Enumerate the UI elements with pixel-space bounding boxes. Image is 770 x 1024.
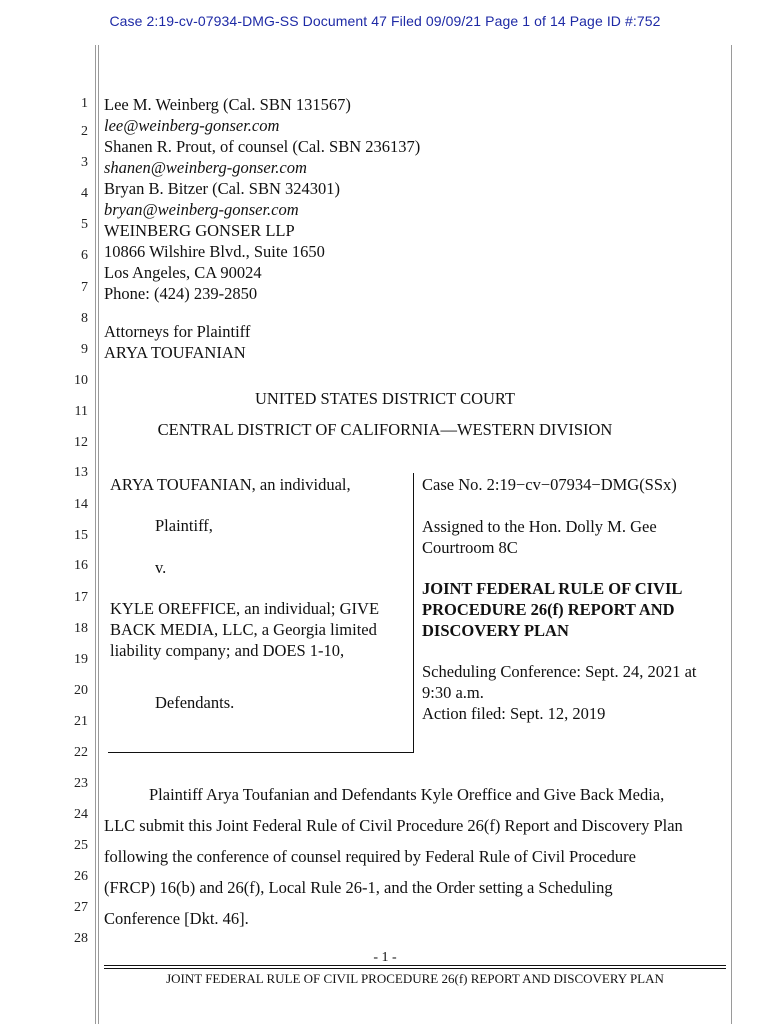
counsel-email-3: bryan@weinberg-gonser.com bbox=[104, 200, 299, 219]
page-number: - 1 - bbox=[373, 950, 397, 965]
caption-vertical-rule bbox=[413, 473, 414, 753]
line-number: 26 bbox=[74, 869, 88, 884]
document-title-2: PROCEDURE 26(f) REPORT AND bbox=[422, 600, 675, 619]
counsel-name-1: Lee M. Weinberg (Cal. SBN 131567) bbox=[104, 95, 351, 114]
assigned-judge: Assigned to the Hon. Dolly M. Gee bbox=[422, 517, 657, 536]
line-number: 18 bbox=[74, 621, 88, 636]
line-number: 24 bbox=[74, 807, 88, 822]
body-line-2: LLC submit this Joint Federal Rule of Civil Procedure 26(f) Report and Discovery Plan bbox=[104, 816, 683, 835]
line-number: 3 bbox=[81, 155, 88, 170]
line-number: 11 bbox=[74, 404, 88, 419]
line-number: 5 bbox=[81, 217, 88, 232]
line-number: 8 bbox=[81, 311, 88, 326]
body-line-4: (FRCP) 16(b) and 26(f), Local Rule 26-1, and the Order setting a Scheduling bbox=[104, 878, 613, 897]
document-title-3: DISCOVERY PLAN bbox=[422, 621, 569, 640]
counsel-email-1: lee@weinberg-gonser.com bbox=[104, 116, 280, 135]
line-number: 10 bbox=[74, 373, 88, 388]
line-number: 4 bbox=[81, 186, 88, 201]
scheduling-conference-2: 9:30 a.m. bbox=[422, 683, 484, 702]
firm-address-1: 10866 Wilshire Blvd., Suite 1650 bbox=[104, 242, 325, 261]
courtroom: Courtroom 8C bbox=[422, 538, 518, 557]
line-number: 1 bbox=[81, 96, 88, 111]
case-number: Case No. 2:19−cv−07934−DMG(SSx) bbox=[422, 475, 677, 494]
line-number: 15 bbox=[74, 528, 88, 543]
line-number: 25 bbox=[74, 838, 88, 853]
caption-versus: v. bbox=[155, 558, 167, 577]
line-number: 19 bbox=[74, 652, 88, 667]
footer-rule-2 bbox=[104, 968, 726, 969]
caption-plaintiff: ARYA TOUFANIAN, an individual, bbox=[110, 475, 351, 494]
line-number: 14 bbox=[74, 497, 88, 512]
attorneys-for: Attorneys for Plaintiff bbox=[104, 322, 251, 341]
body-line-1: Plaintiff Arya Toufanian and Defendants Kyle Oreffice and Give Back Media, bbox=[149, 785, 665, 804]
line-number: 28 bbox=[74, 931, 88, 946]
line-number: 6 bbox=[81, 248, 88, 263]
court-district: CENTRAL DISTRICT OF CALIFORNIA—WESTERN DIVISION bbox=[157, 420, 613, 439]
line-number: 17 bbox=[74, 590, 88, 605]
line-number: 13 bbox=[74, 465, 88, 480]
scheduling-conference-1: Scheduling Conference: Sept. 24, 2021 at bbox=[422, 662, 697, 681]
caption-plaintiff-role: Plaintiff, bbox=[155, 516, 213, 535]
line-number: 23 bbox=[74, 776, 88, 791]
firm-name: WEINBERG GONSER LLP bbox=[104, 221, 295, 240]
line-number: 21 bbox=[74, 714, 88, 729]
court-name: UNITED STATES DISTRICT COURT bbox=[254, 389, 515, 408]
caption-bottom-rule bbox=[108, 752, 414, 753]
footer-title: JOINT FEDERAL RULE OF CIVIL PROCEDURE 26(f) REPORT AND DISCOVERY PLAN bbox=[166, 971, 664, 986]
case-header-bar: Case 2:19-cv-07934-DMG-SS Document 47 Filed 09/09/21 Page 1 of 14 Page ID #:752 bbox=[109, 13, 661, 29]
left-margin-rule-inner bbox=[98, 45, 99, 1024]
body-line-5: Conference [Dkt. 46]. bbox=[104, 909, 249, 928]
counsel-name-2: Shanen R. Prout, of counsel (Cal. SBN 236137) bbox=[104, 137, 421, 156]
left-margin-rule-outer bbox=[95, 45, 96, 1024]
line-number: 9 bbox=[81, 342, 88, 357]
firm-phone: Phone: (424) 239-2850 bbox=[104, 284, 258, 303]
client-name: ARYA TOUFANIAN bbox=[104, 343, 246, 362]
line-number: 12 bbox=[74, 435, 88, 450]
right-margin-rule bbox=[731, 45, 732, 1024]
counsel-email-2: shanen@weinberg-gonser.com bbox=[104, 158, 307, 177]
line-number: 22 bbox=[74, 745, 88, 760]
line-number: 20 bbox=[74, 683, 88, 698]
counsel-name-3: Bryan B. Bitzer (Cal. SBN 324301) bbox=[104, 179, 341, 198]
caption-defendants-3: liability company; and DOES 1-10, bbox=[110, 641, 345, 660]
footer-rule-1 bbox=[104, 965, 726, 966]
line-number: 7 bbox=[81, 280, 88, 295]
caption-defendants-role: Defendants. bbox=[155, 693, 235, 712]
body-line-3: following the conference of counsel required by Federal Rule of Civil Procedure bbox=[104, 847, 636, 866]
caption-defendants-1: KYLE OREFFICE, an individual; GIVE bbox=[110, 599, 380, 618]
document-title-1: JOINT FEDERAL RULE OF CIVIL bbox=[422, 579, 683, 598]
firm-address-2: Los Angeles, CA 90024 bbox=[104, 263, 262, 282]
line-number: 2 bbox=[81, 124, 88, 139]
caption-defendants-2: BACK MEDIA, LLC, a Georgia limited bbox=[110, 620, 377, 639]
action-filed: Action filed: Sept. 12, 2019 bbox=[422, 704, 606, 723]
line-number: 16 bbox=[74, 558, 88, 573]
line-number: 27 bbox=[74, 900, 88, 915]
